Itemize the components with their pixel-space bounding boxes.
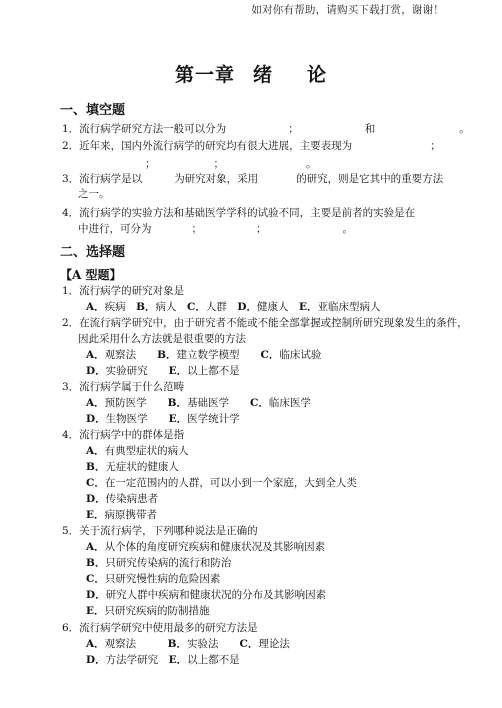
choice-q5: 5．关于流行病学，下列哪种说法是正确的 <box>62 525 258 537</box>
choice-q3-options-1: A．预防医学 B．基础医学 C．临床医学 <box>86 397 311 409</box>
title-word1: 绪 <box>252 64 273 86</box>
choice-q3-options-2: D．生物医学 E．医学统计学 <box>86 413 240 425</box>
choice-q2-options-1: A．观察法 B．建立数学模型 C．临床试验 <box>86 349 322 361</box>
section-choice-heading: 二、选择题 <box>60 245 126 260</box>
title-chapter: 第一章 <box>174 64 235 86</box>
choice-q4-e: E．病原携带者 <box>86 509 158 521</box>
choice-q4-d: D．传染病患者 <box>86 493 159 505</box>
choice-q4-c: C．在一定范围内的人群，可以小到一个家庭，大到全人类 <box>86 477 357 489</box>
fill-q2-cont: ； ； 。 <box>145 158 317 170</box>
fill-q4-cont: 中进行，可分为 ； ； 。 <box>78 223 353 235</box>
choice-q6-options-1: A．观察法 B．实验法 C．理论法 <box>86 638 290 650</box>
header-note: 如对你有帮助，请购买下载打赏，谢谢！ <box>251 4 444 16</box>
choice-q5-d: D．研究人群中疾病和健康状况的分布及其影响因素 <box>86 589 327 601</box>
choice-q1: 1．流行病学的研究对象是 <box>62 285 185 297</box>
type-a-label: 【A 型题】 <box>60 268 122 282</box>
choice-q4-b: B．无症状的健康人 <box>86 461 179 473</box>
choice-q2-cont: 因此采用什么方法就是很重要的方法 <box>78 333 246 345</box>
choice-q3: 3．流行病学属于什么范畴 <box>62 381 185 393</box>
choice-q6-options-2: D．方法学研究 E．以上都不是 <box>86 654 240 666</box>
choice-q6: 6．流行病学研究中使用最多的研究方法是 <box>62 622 258 634</box>
fill-q3: 3．流行病学是以 为研究对象，采用 的研究，则是它其中的重要方法 <box>62 173 444 185</box>
choice-q5-c: C．只研究慢性病的危险因素 <box>86 573 221 585</box>
fill-q2: 2．近年来，国内外流行病学的研究均有很大进展，主要表现为 ； <box>62 140 441 152</box>
fill-q4: 4．流行病学的实验方法和基础医学学科的试验不同，主要是前者的实验是在 <box>62 207 416 219</box>
choice-q5-e: E．只研究疾病的防制措施 <box>86 605 210 617</box>
choice-q4-a: A．有典型症状的病人 <box>86 445 189 457</box>
choice-q5-a: A．从个体的角度研究疾病和健康状况及其影响因素 <box>86 541 326 553</box>
choice-q2-options-2: D．实验研究 E．以上都不是 <box>86 365 240 377</box>
title-word2: 论 <box>307 64 328 86</box>
fill-q3-cont: 之一。 <box>78 188 110 200</box>
section-fill-blank-heading: 一、填空题 <box>60 103 126 118</box>
choice-q2: 2．在流行病学研究中，由于研究者不能或不能全部掌握或控制所研究现象发生的条件， <box>62 317 468 329</box>
choice-q4: 4．流行病学中的群体是指 <box>62 429 185 441</box>
choice-q1-options: A．疾病 B．病人 C．人群 D．健康人 E．亚临床型病人 <box>86 301 381 313</box>
fill-q1: 1．流行病学研究方法一般可以分为 ； 和 。 <box>62 123 470 135</box>
chapter-title <box>0 60 502 87</box>
choice-q5-b: B．只研究传染病的流行和防治 <box>86 557 232 569</box>
